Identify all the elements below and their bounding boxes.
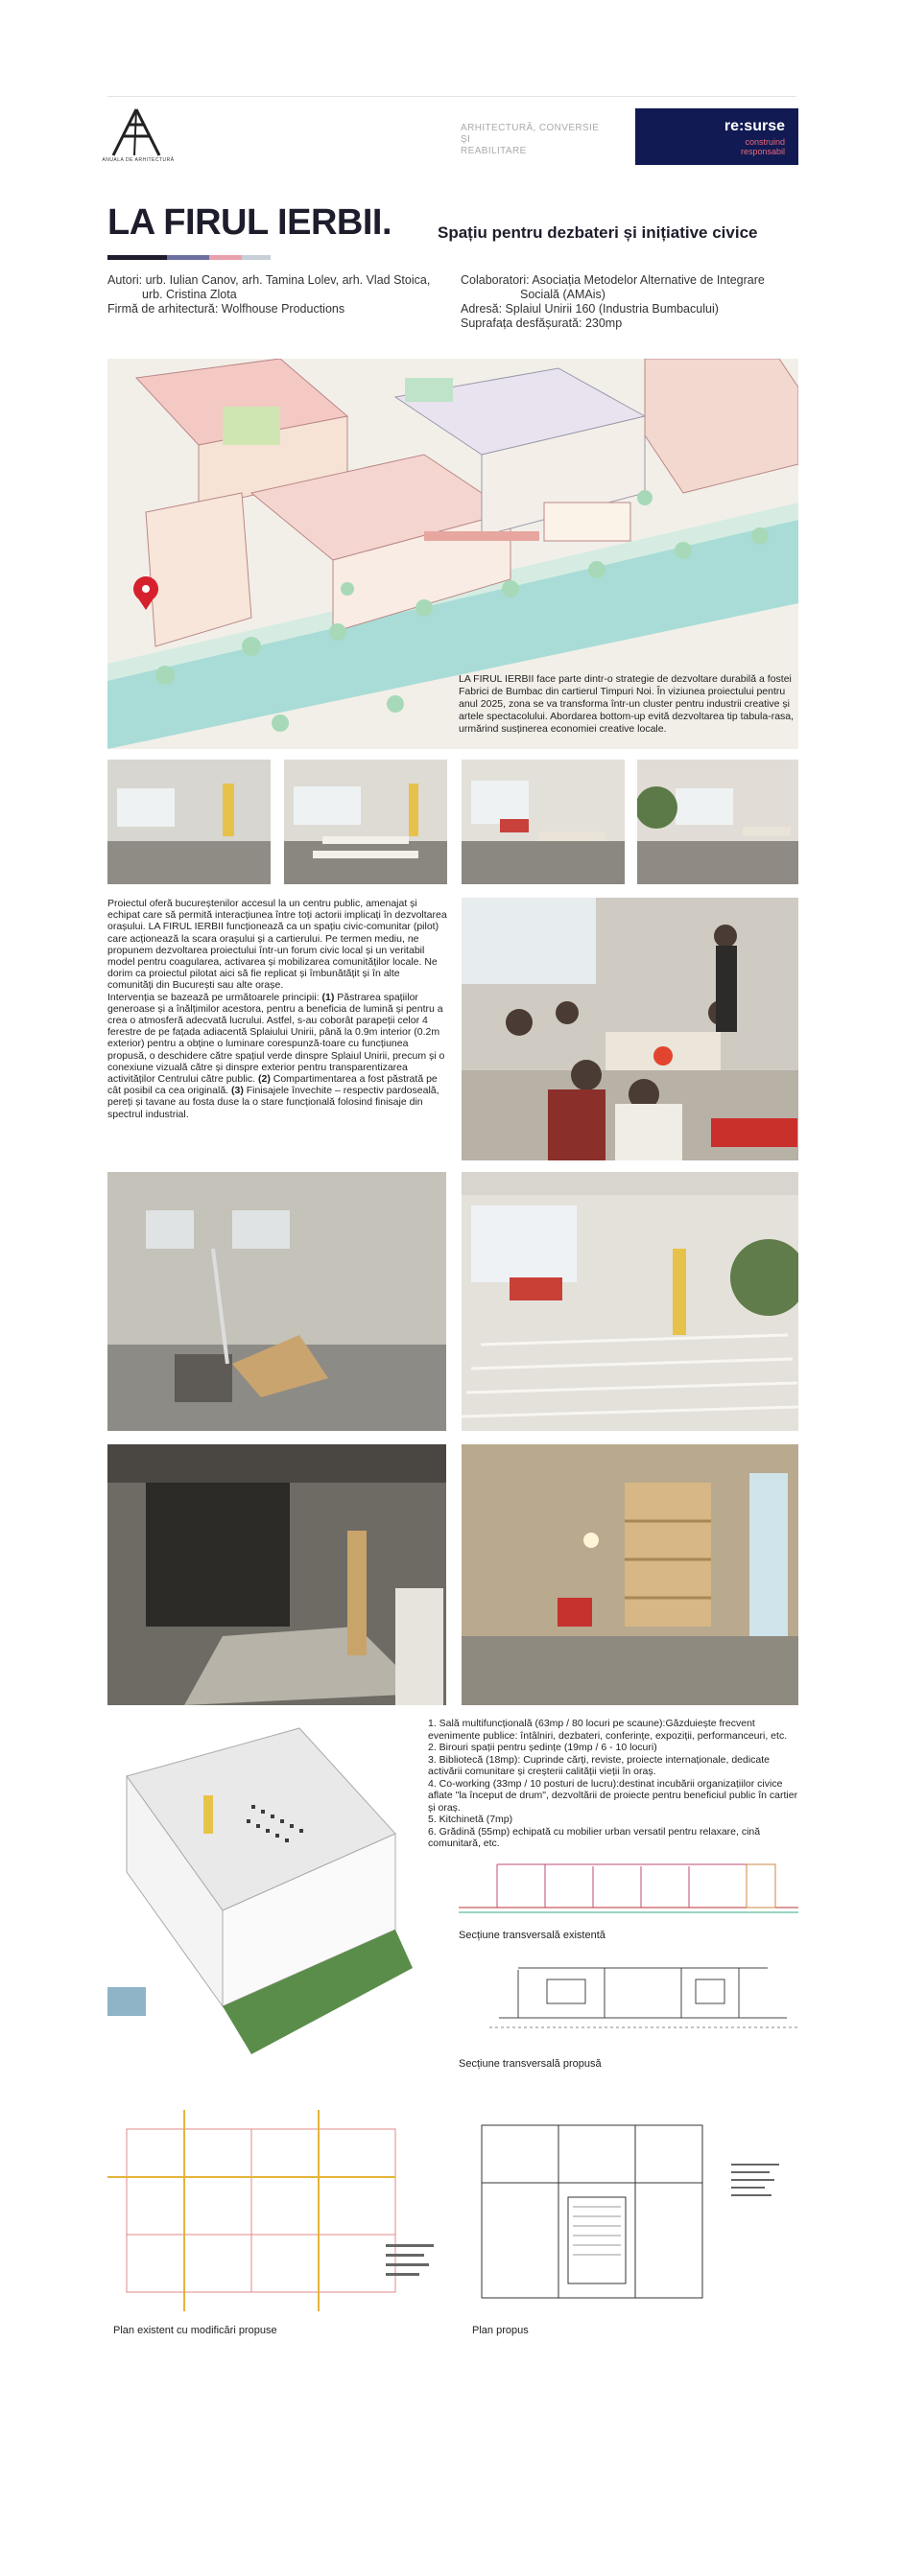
photo-workshop-meeting (462, 898, 798, 1160)
resurse-tag-line-1: construind (745, 137, 785, 147)
collaborators-line-1: Colaboratori: Asociația Metodelor Alternative de Integrare (461, 273, 765, 287)
resurse-badge (635, 108, 798, 165)
program-item-1: 1. Sală multifuncțională (63mp / 80 locuri pe scaune):Găzduiește frecvent evenimente publice: întâlniri, dezbateri, conferințe, expoziții, performanceuri, etc. (428, 1718, 788, 1742)
photo-before-renovation-1 (107, 1172, 446, 1431)
principle-3-text: Finisajele învechite – respectiv pardoseală, pereți și tavane au fosta duse la o stare funcțională folosind finisaje din spectrul industrial. (107, 1085, 439, 1120)
color-bar-violet (167, 255, 209, 260)
program-item-4: 4. Co-working (33mp / 10 posturi de lucru):destinat incubării organizațiilor civice aflate "la început de drum", dezvoltării de proiecte pentru beneficiul public în cartier și oraș. (428, 1777, 798, 1814)
program-list (428, 1718, 802, 1850)
plan-proposed-drawing (463, 2106, 798, 2323)
aerial-description: LA FIRUL IERBII face parte dintr-o strategie de dezvoltare durabilă a fostei Fabrici de Bumbac din cartierul Timpuri Noi. În viziunea proiectului pentru anul 2025, zona se va transforma într-un cluster pentru industrii creative și artele spectacolului. Abordarea bottom-up evită dezvoltarea tip tabula-rasa, urmărind susținerea economiei creative locale. (459, 673, 795, 735)
program-item-3: 3. Bibliotecă (18mp): Cuprinde cărți, reviste, proiecte internaționale, dedicate activării comunitare și creșterii calității vieții în oraș. (428, 1753, 771, 1777)
address: Adresă: Splaiul Unirii 160 (Industria Bumbacului) (461, 302, 719, 316)
resurse-tag-line-2: responsabil (740, 147, 785, 156)
category-line-1: ARHITECTURĂ, CONVERSIE ȘI (461, 123, 600, 145)
plan-existing-caption: Plan existent cu modificări propuse (113, 2325, 277, 2336)
color-bar-navy (107, 255, 167, 260)
collaborators-line-2: Socială (AMAis) (520, 288, 605, 301)
section-proposed-drawing (489, 1951, 798, 2041)
principle-1-number: (1) (321, 991, 335, 1003)
top-divider (107, 96, 796, 97)
program-item-5: 5. Kitchinetă (7mp) (428, 1814, 513, 1825)
photo-interior-chairs-1 (284, 760, 447, 884)
photo-after-renovation-library (462, 1444, 798, 1705)
authors-line-2: urb. Cristina Zlota (142, 288, 237, 301)
photo-interior-empty-1 (107, 760, 271, 884)
plan-proposed-caption: Plan propus (472, 2325, 529, 2336)
section-proposed-caption: Secțiune transversală propusă (459, 2058, 602, 2070)
plan-existing-drawing (107, 2110, 443, 2321)
principle-3-number: (3) (231, 1085, 244, 1097)
axonometric-3d-plan (107, 1719, 413, 2068)
project-info-block (461, 273, 806, 331)
resurse-brand: re:surse (724, 118, 785, 134)
category-line-2: REABILITARE (461, 146, 527, 156)
area: Suprafața desfășurată: 230mp (461, 316, 623, 330)
project-title: LA FIRUL IERBII. (107, 202, 392, 243)
color-bar-grey (242, 255, 271, 260)
photo-after-renovation-chairs (462, 1172, 798, 1431)
photo-interior-tables (462, 760, 625, 884)
photo-before-renovation-2 (107, 1444, 446, 1705)
principle-1-text: Păstrarea spațiilor generoase și a înălțimilor acestora, pentru a beneficia de lumină și pentru a crea o atmosferă adecvată lucrului. Astfel, s-au coborât parapeții celor 4 ferestre de pe fațada adiacentă Splaiului Unirii, până la 0.9m interior (0.2m exterior) pentru a obține o luminare corespunză-toare cu funcțiunea propusă, o deschidere către spațiul verde dinspre Splaiul Unirii, precum și o conexiune vizuală către și dinspre exterior pentru transparentizarea activităților Centrului către public. (107, 991, 445, 1086)
photo-interior-plant (637, 760, 798, 884)
color-bar-pink (209, 255, 242, 260)
program-item-2: 2. Birouri spații pentru ședințe (19mp / 6 - 10 locuri) (428, 1742, 657, 1753)
principle-2-number: (2) (257, 1073, 271, 1086)
project-subtitle: Spațiu pentru dezbateri și inițiative civice (438, 223, 758, 242)
principles-intro: Intervenția se bazează pe următoarele principii: (107, 991, 322, 1003)
authors-block (107, 273, 453, 316)
resurse-tagline (741, 137, 785, 156)
section-existing-caption: Secțiune transversală existentă (459, 1930, 605, 1941)
category-label (461, 123, 605, 157)
description-paragraph-1: Proiectul oferă bucureștenilor accesul la un centru public, amenajat și echipat care să permită interacțiunea între toți actorii implicați în dezvoltarea orașului. LA FIRUL IERBII funcționează ca un spațiu civic-comunitar (pilot) care acționează la scara orașului și a cartierului. Pe termen mediu, ne propunem dezvoltarea proiectului într-un forum civic local și un veritabil model pentru coagularea, activarea și mobilizarea comunităților locale. Ne dorim ca proiectul pilotat aici să fie replicat și îmbunătățit și în alte comunități din București sau alte orașe. (107, 898, 447, 992)
description-paragraph-2 (107, 992, 448, 1120)
section-existing-drawing (459, 1855, 798, 1924)
principle-2-text: Compartimentarea a fost păstrată pe cât posibil ca cea originală. (107, 1073, 438, 1097)
logo-caption: ANUALA DE ARHITECTURĂ (102, 157, 175, 163)
program-item-6: 6. Grădină (55mp) echipată cu mobilier urban versatil pentru relaxare, cină comunitară, etc. (428, 1825, 761, 1849)
firm: Firmă de arhitectură: Wolfhouse Productions (107, 302, 345, 316)
project-description (107, 898, 448, 1120)
authors-line-1: Autori: urb. Iulian Canov, arh. Tamina Lolev, arh. Vlad Stoica, (107, 273, 431, 287)
